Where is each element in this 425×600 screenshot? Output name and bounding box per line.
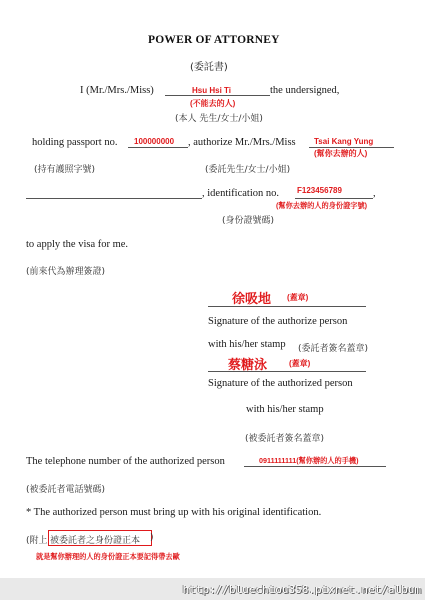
- line2-middle: , authorize Mr./Mrs./Miss: [188, 137, 296, 148]
- sig1-underline: [208, 306, 366, 307]
- sig2-label2: with his/her stamp: [246, 404, 324, 415]
- sig1-label2-zh: (委託者簽名蓋章): [298, 344, 369, 354]
- phone-sub-zh: (被委託者電話號碼): [26, 485, 106, 495]
- line2-passport-underline: [128, 147, 188, 148]
- line3-sub-zh: (身份證號碼): [222, 216, 275, 226]
- line3-filled-id: F123456789: [297, 186, 342, 195]
- sig1-label1: Signature of the authorize person: [208, 316, 348, 327]
- line3-id-underline: [295, 198, 373, 199]
- line2-sub-zh-right: (委託先生/女士/小姐): [205, 165, 291, 175]
- line1-filled-note: (不能去的人): [190, 99, 236, 108]
- line3-filled-note: (幫你去辦的人的身份證字號): [276, 201, 368, 210]
- sig2-underline: [208, 371, 366, 372]
- sig1-name: 徐吸地: [232, 292, 272, 307]
- document-title: POWER OF ATTORNEY: [148, 34, 280, 46]
- line1-name-underline: [165, 95, 270, 96]
- id-note-zh-suffix: ): [150, 533, 154, 543]
- line1-prefix: I (Mr./Mrs./Miss): [80, 85, 154, 96]
- line3-middle: , identification no.: [202, 188, 279, 199]
- id-note-annotation: 就是幫你辦理的人的身份證正本要記得帶去歐: [36, 552, 180, 561]
- line2-sub-zh-left: (持有護照字號): [34, 165, 96, 175]
- sig2-stamp-note: (蓋章): [289, 359, 311, 368]
- phone-underline: [244, 466, 386, 467]
- sig2-name: 蔡糖泳: [228, 358, 268, 373]
- purpose-text: to apply the visa for me.: [26, 239, 129, 250]
- line2-filled-note: (幫你去辦的人): [314, 149, 368, 158]
- line3-name-underline: [26, 198, 202, 199]
- document-title-zh: (委託書): [190, 62, 228, 73]
- watermark-url: http://bluechiou358.pixnet.net/album: [182, 583, 421, 596]
- line2-filled-passport: 100000000: [134, 137, 175, 146]
- line1-sub-zh: (本人 先生/女士/小姐): [175, 114, 263, 124]
- line1-filled-name: Hsu Hsi Ti: [192, 86, 231, 95]
- line3-end: ,: [373, 188, 376, 199]
- id-note-zh-boxed: 被委託者之身份證正本: [50, 536, 141, 546]
- line2-prefix: holding passport no.: [32, 137, 118, 148]
- phone-label: The telephone number of the authorized person: [26, 456, 225, 467]
- phone-filled: 0911111111(幫你辦的人的手機): [259, 456, 359, 465]
- sig1-label2-en: with his/her stamp: [208, 339, 286, 350]
- id-note: * The authorized person must bring up with his original identification.: [26, 507, 322, 518]
- sig1-stamp-note: (蓋章): [287, 293, 309, 302]
- sig2-label3-zh: (被委託者簽名蓋章): [245, 434, 325, 444]
- line2-filled-name: Tsai Kang Yung: [314, 137, 374, 146]
- line1-suffix: the undersigned,: [270, 85, 340, 96]
- sig2-label1: Signature of the authorized person: [208, 378, 353, 389]
- id-note-zh-prefix: (附上: [26, 536, 48, 546]
- purpose-zh: (前來代為辦理簽證): [26, 267, 106, 277]
